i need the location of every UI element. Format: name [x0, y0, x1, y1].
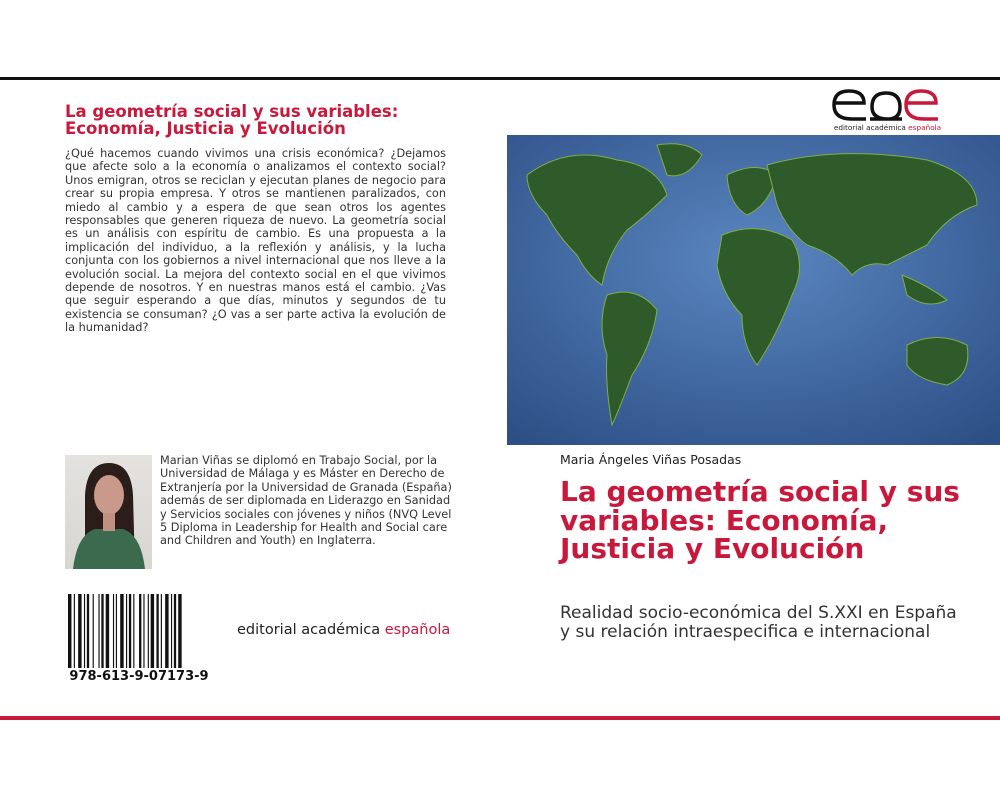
barcode-bar [151, 594, 154, 668]
bottom-rule [0, 716, 1000, 720]
barcode-bar [161, 594, 162, 668]
barcode-bar [87, 594, 89, 668]
barcode-bar [178, 594, 181, 668]
author-photo [65, 455, 152, 569]
barcode-bar [116, 594, 117, 668]
publisher-name-accent: española [384, 622, 451, 638]
barcode-bar [126, 594, 127, 668]
world-map-image [507, 135, 1000, 445]
barcode-bar [93, 594, 94, 668]
back-cover-title: La geometría social y sus variables: Economía, Justicia y Evolución [65, 102, 399, 138]
barcode [68, 594, 210, 668]
barcode-bar [68, 594, 71, 668]
author-bio: Marian Viñas se diplomó en Trabajo Social, por la Universidad de Málaga y es Máster en Derecho de Extranjería por la Universidad de Granada (España) además de ser diplomada en Liderazgo en Sanidad y Servicios sociales con jóvenes y niños (NVQ Level 5 Diploma in Leadership for Health and Social care and Children and Youth) en Inglaterra. [160, 454, 452, 548]
barcode-bar [165, 594, 168, 668]
barcode-bar [174, 594, 176, 668]
barcode-bar [101, 594, 103, 668]
barcode-bar [139, 594, 141, 668]
publisher-name [237, 622, 450, 638]
back-cover-blurb: ¿Qué hacemos cuando vivimos una crisis económica? ¿Dejamos que afecte solo a la economía o analizamos el contexto social? Unos emigran, otros se reciclan y ejecutan planes de negocio para crear su propia empresa. Y otros se mantienen paralizados, con miedo al cambio y a espera de que sean otros los agentes responsables que generen riqueza de nuevo. La geometría social es un análisis con espíritu de cambio. Es una propuesta a la implicación del individuo, a la reflexión y análisis, y la lucha conjunta con los gobiernos a nivel internacional que nos lleve a la evolución social. La mejora del contexto social en el que vivimos depende de nosotros. Y en nuestras manos está el cambio. ¿Vas que seguir esperando a que días, minutos y segundos de tu existencia se consuman? ¿O vas a ser parte activa la evolución de la humanidad? [65, 147, 446, 335]
barcode-bar [84, 594, 85, 668]
top-rule [0, 77, 1000, 80]
front-cover-title: La geometría social y sus variables: Economía, Justicia y Evolución [560, 475, 960, 565]
publisher-name-main: editorial académica [237, 622, 385, 638]
barcode-bar [120, 594, 123, 668]
barcode-bar [143, 594, 144, 668]
logo-caption-accent: española [908, 123, 942, 132]
logo-caption [830, 123, 945, 132]
barcode-bar [78, 594, 81, 668]
barcode-bar [98, 594, 99, 668]
barcode-bar [133, 594, 134, 668]
logo-caption-main: editorial académica [833, 123, 909, 132]
front-cover-subtitle: Realidad socio-económica del S.XXI en España y su relación intraespecifica e internacional [560, 603, 957, 642]
barcode-bar [156, 594, 158, 668]
barcode-bar [106, 594, 109, 668]
barcode-bar [148, 594, 149, 668]
isbn-number: 978-613-9-07173-9 [69, 669, 209, 684]
barcode-bar [113, 594, 114, 668]
front-cover-author: Maria Ángeles Viñas Posadas [560, 452, 742, 467]
barcode-bar [129, 594, 131, 668]
barcode-bar [74, 594, 75, 668]
barcode-bar [171, 594, 172, 668]
